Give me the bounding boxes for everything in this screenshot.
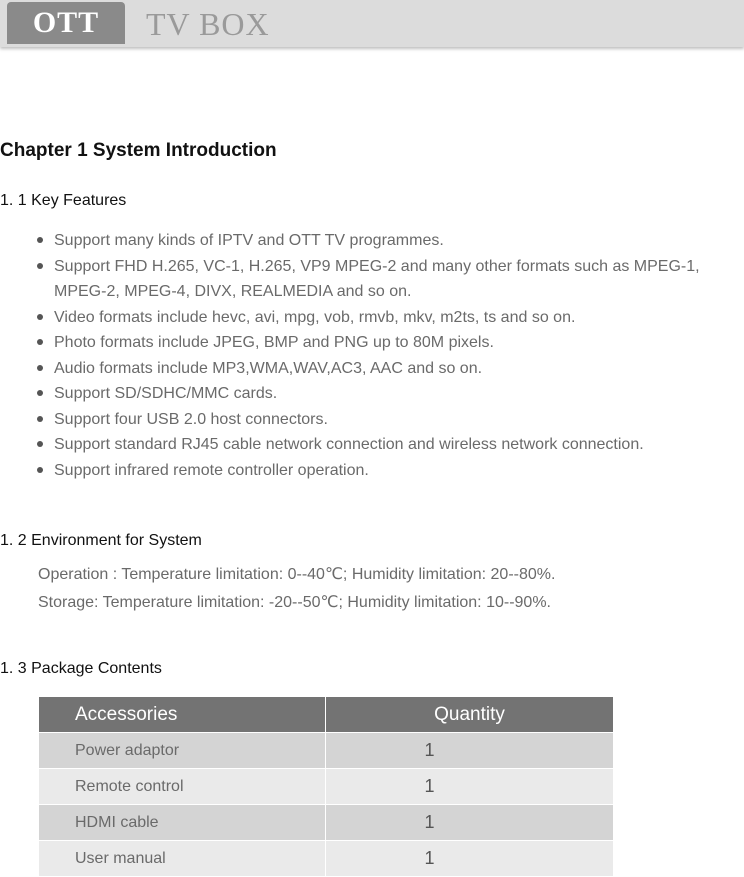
list-item-text: Support standard RJ45 cable network connection and wireless network connection. <box>54 436 644 453</box>
list-item-text: Support four USB 2.0 host connectors. <box>54 410 328 428</box>
bullet-icon <box>37 365 43 371</box>
quantity-cell: 1 <box>326 733 614 769</box>
section-key-features-title: 1. 1 Key Features <box>0 192 127 209</box>
page-header <box>0 0 744 47</box>
table-row <box>39 733 614 769</box>
header-title: TV BOX <box>146 6 270 42</box>
quantity-cell: 1 <box>326 805 614 841</box>
list-item <box>34 432 744 458</box>
quantity-cell: 1 <box>326 841 614 877</box>
table-row <box>39 769 614 805</box>
list-item <box>34 407 744 433</box>
list-item-text: Support many kinds of IPTV and OTT TV programmes. <box>54 232 444 249</box>
ott-logo: OTT <box>7 2 125 44</box>
accessory-cell: Power adaptor <box>39 733 326 769</box>
bullet-icon <box>37 339 43 345</box>
list-item <box>34 356 744 382</box>
list-item-text: Photo formats include JPEG, BMP and PNG up to 80M pixels. <box>54 334 494 351</box>
list-item <box>34 330 744 356</box>
list-item <box>34 305 744 331</box>
bullet-icon <box>37 390 43 396</box>
list-item <box>34 381 744 407</box>
accessory-cell: HDMI cable <box>39 805 326 841</box>
bullet-icon <box>37 314 43 320</box>
list-item-text: Support infrared remote controller operation. <box>54 461 369 479</box>
column-header-accessories: Accessories <box>39 697 326 733</box>
list-item-text: Audio formats include MP3,WMA,WAV,AC3, AAC and so on. <box>54 359 483 377</box>
section-package-title: 1. 3 Package Contents <box>0 660 162 677</box>
bullet-icon <box>37 416 43 422</box>
bullet-icon <box>37 237 43 243</box>
list-item <box>34 228 744 254</box>
list-item-text: Video formats include hevc, avi, mpg, vob, rmvb, mkv, m2ts, ts and so on. <box>54 308 576 326</box>
list-item <box>34 458 744 484</box>
bullet-icon <box>37 263 43 269</box>
accessory-cell: User manual <box>39 841 326 877</box>
accessory-cell: Remote control <box>39 769 326 805</box>
column-header-quantity: Quantity <box>326 697 614 733</box>
key-features-list <box>34 228 744 483</box>
quantity-cell: 1 <box>326 769 614 805</box>
operation-conditions: Operation : Temperature limitation: 0--40℃; Humidity limitation: 20--80%. <box>38 566 556 583</box>
table-header-row <box>39 697 614 733</box>
list-item-text: Support SD/SDHC/MMC cards. <box>54 385 278 402</box>
list-item <box>34 254 744 305</box>
bullet-icon <box>37 467 43 473</box>
list-item-text: Support FHD H.265, VC-1, H.265, VP9 MPEG-2 and many other formats such as MPEG-1, MPEG-2, MPEG-4, DIVX, REALMEDIA and so on. <box>54 257 700 300</box>
section-environment-title: 1. 2 Environment for System <box>0 532 202 549</box>
chapter-title: Chapter 1 System Introduction <box>0 140 277 161</box>
storage-conditions: Storage: Temperature limitation: -20--50℃; Humidity limitation: 10--90%. <box>38 594 551 611</box>
table-row <box>39 841 614 877</box>
package-contents-table <box>38 696 614 877</box>
table-row <box>39 805 614 841</box>
bullet-icon <box>37 441 43 447</box>
